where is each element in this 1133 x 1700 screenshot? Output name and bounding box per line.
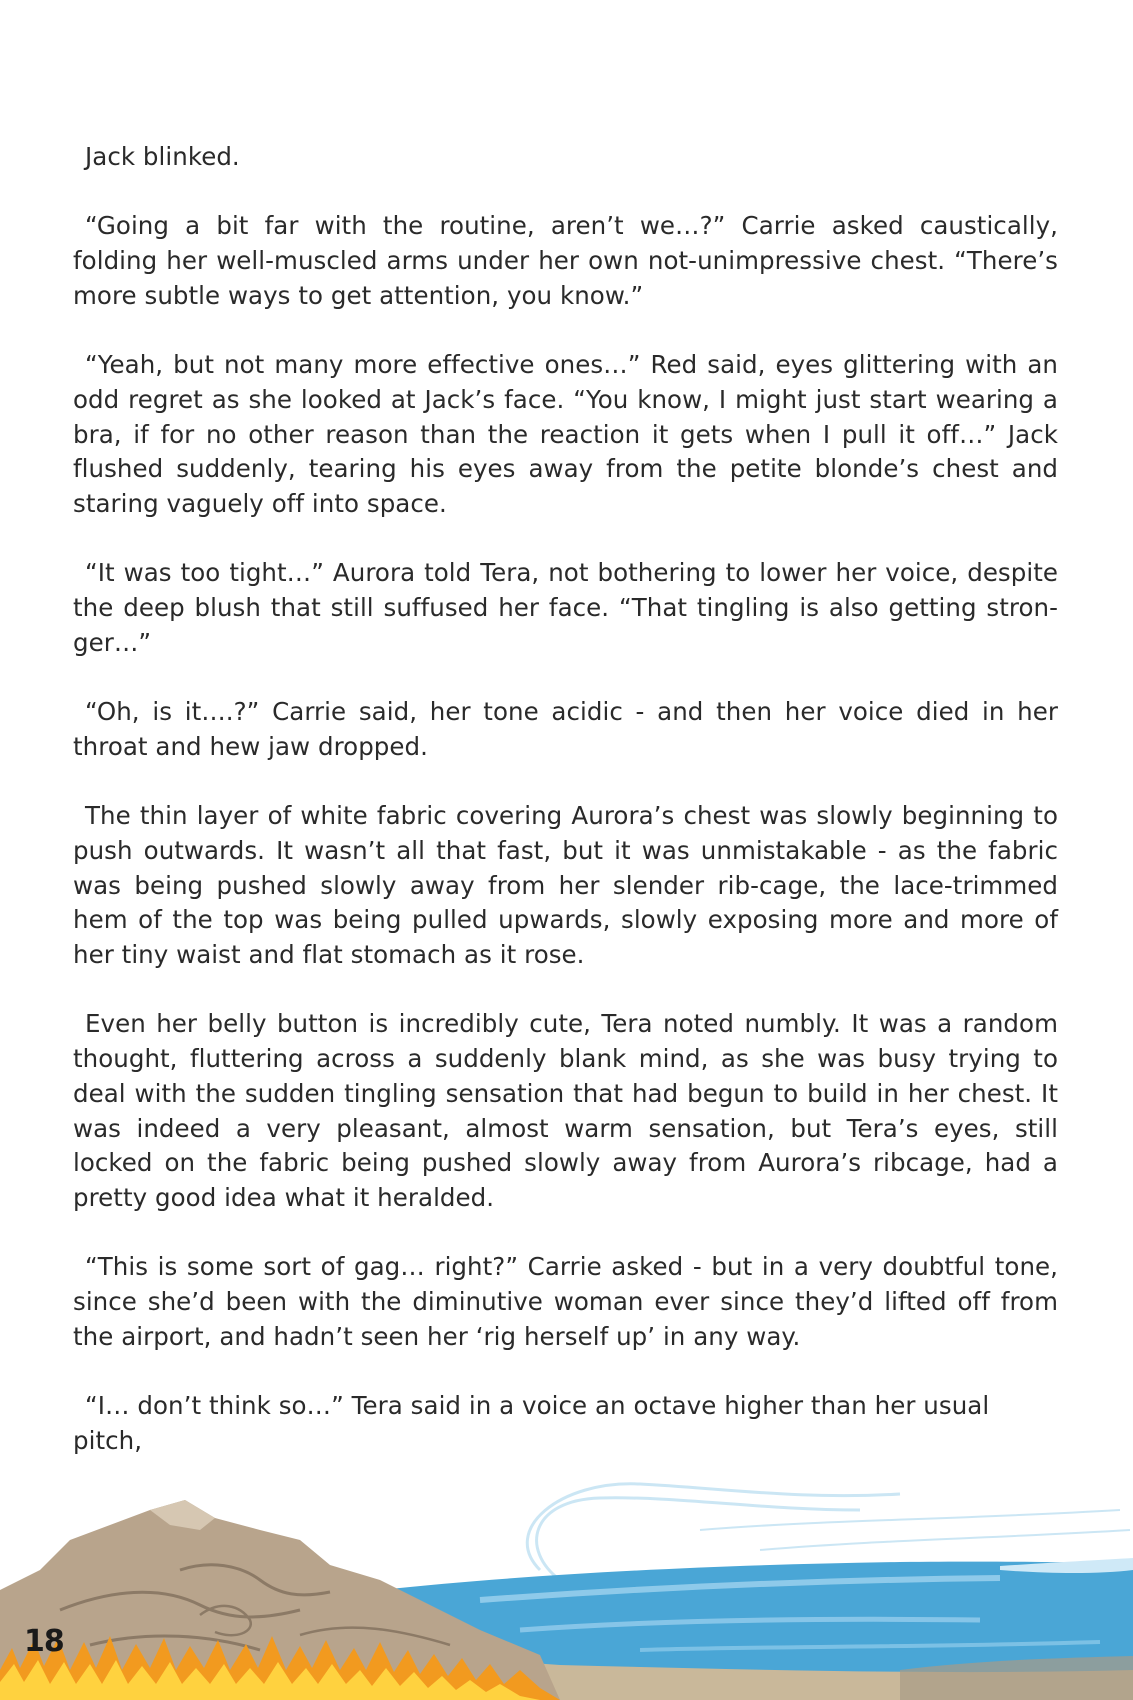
paragraph: “I… don’t think so…” Tera said in a voice an octave higher than her usual pitch,: [73, 1391, 990, 1455]
paragraph: “It was too tight…” Aurora told Tera, not bothering to lower her voice, despite the deep blush that still suffused her face. “That tingling is also getting stron-ger…”: [73, 558, 1058, 657]
body-text: [73, 140, 1058, 1459]
paragraph: “Going a bit far with the routine, aren’t we…?” Carrie asked caustically, folding her well-muscled arms under her own not-unimpressive chest. “There’s more subtle ways to get attention, you know.”: [73, 211, 1058, 310]
paragraph: “Oh, is it….?” Carrie said, her tone acidic - and then her voice died in her throat and hew jaw dropped.: [73, 697, 1058, 761]
paragraph: The thin layer of white fabric covering Aurora’s chest was slowly beginning to push outwards. It wasn’t all that fast, but it was unmistakable - as the fabric was being pushed slowly away from her slender rib-cage, the lace-trimmed hem of the top was being pulled upwards, slowly exposing more and more of her tiny waist and flat stomach as it rose.: [73, 801, 1058, 970]
paragraph: “Yeah, but not many more effective ones…” Red said, eyes glittering with an odd regret as she looked at Jack’s face. “You know, I might just start wearing a bra, if for no other reason than the reaction it gets when I pull it off…” Jack flushed suddenly, tearing his eyes away from the petite blonde’s chest and staring vaguely off into space.: [73, 350, 1058, 518]
page-number: 18: [24, 1624, 64, 1659]
paragraph: Even her belly button is incredibly cute, Tera noted numbly. It was a random thought, fluttering across a suddenly blank mind, as she was busy trying to deal with the sudden tingling sensation that had begun to build in her chest. It was indeed a very pleasant, almost warm sensation, but Tera’s eyes, still locked on the fabric being pushed slowly away from Aurora’s ribcage, had a pretty good idea what it heralded.: [73, 1009, 1058, 1212]
footer-illustration: [0, 1470, 1133, 1700]
paragraph: Jack blinked.: [85, 142, 240, 171]
paragraph: “This is some sort of gag… right?” Carrie asked - but in a very doubtful tone, since she’d been with the diminutive woman ever since they’d lifted off from the airport, and hadn’t seen her ‘rig herself up’ in any way.: [73, 1252, 1058, 1351]
